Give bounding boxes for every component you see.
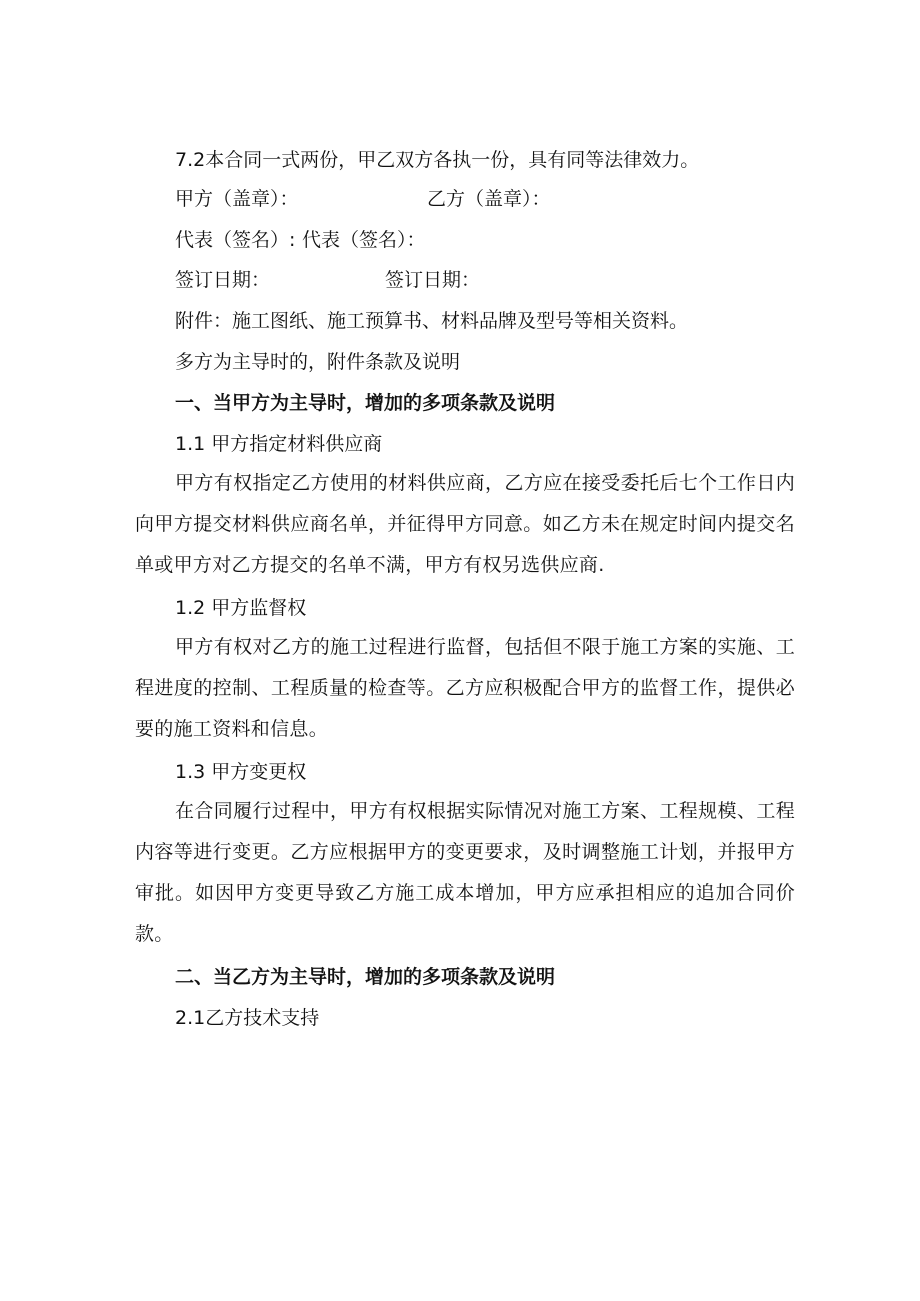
section-2-heading: 二、当乙方为主导时，增加的多项条款及说明 xyxy=(175,966,556,988)
clause-2-1-title: 2.1乙方技术支持 xyxy=(175,1007,320,1029)
rep-b-signature-label: 代表（签名）： xyxy=(302,229,426,251)
sign-date-b-label: 签订日期： xyxy=(385,269,481,291)
party-b-seal-label: 乙方（盖章）： xyxy=(427,188,551,210)
clause-1-1-body: 甲方有权指定乙方使用的材料供应商，乙方应在接受委托后七个工作日内向甲方提交材料供应商名单，并征得甲方同意。如乙方未在规定时间内提交名单或甲方对乙方提交的名单不满，甲方有权另选供应商. xyxy=(135,472,795,576)
clause-7-2: 7.2本合同一式两份，甲乙双方各执一份，具有同等法律效力。 xyxy=(175,149,700,171)
clause-1-2-title: 1.2 甲方监督权 xyxy=(175,597,307,619)
party-a-seal-label: 甲方（盖章）： xyxy=(175,188,299,210)
sign-date-a-label: 签订日期： xyxy=(175,269,271,291)
section-1-heading: 一、当甲方为主导时，增加的多项条款及说明 xyxy=(175,392,556,414)
clause-1-3-body: 在合同履行过程中，甲方有权根据实际情况对施工方案、工程规模、工程内容等进行变更。乙方应根据甲方的变更要求，及时调整施工计划，并报甲方审批。如因甲方变更导致乙方施工成本增加，甲方应承担相应的追加合同价款。 xyxy=(135,800,795,945)
rep-a-signature-label: 代表（签名）: xyxy=(175,229,296,251)
clause-1-3-title: 1.3 甲方变更权 xyxy=(175,761,307,783)
clause-1-1-title: 1.1 甲方指定材料供应商 xyxy=(175,433,383,455)
attachment-list: 附件：施工图纸、施工预算书、材料品牌及型号等相关资料。 xyxy=(175,310,689,332)
attachment-intro: 多方为主导时的，附件条款及说明 xyxy=(175,351,461,373)
clause-1-2-body: 甲方有权对乙方的施工过程进行监督，包括但不限于施工方案的实施、工程进度的控制、工程质量的检查等。乙方应积极配合甲方的监督工作，提供必要的施工资料和信息。 xyxy=(135,636,795,740)
